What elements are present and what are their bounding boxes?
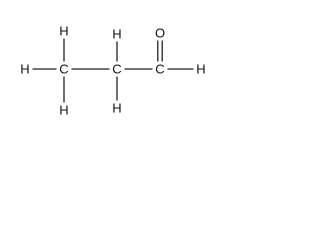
atom-h-left: H	[20, 61, 30, 77]
atom-h-c1-top: H	[59, 23, 69, 39]
atom-c3: C	[155, 61, 165, 77]
atom-c2: C	[112, 61, 122, 77]
atom-h-c2-bottom: H	[112, 100, 122, 116]
atom-h-c1-bottom: H	[59, 102, 69, 118]
structural-formula	[0, 0, 231, 147]
atom-h-c2-top: H	[112, 26, 122, 42]
atom-c1: C	[59, 61, 69, 77]
atoms-layer	[20, 24, 205, 118]
atom-o: O	[154, 25, 166, 41]
atom-h-right: H	[196, 61, 206, 77]
diagram-canvas	[0, 0, 231, 147]
